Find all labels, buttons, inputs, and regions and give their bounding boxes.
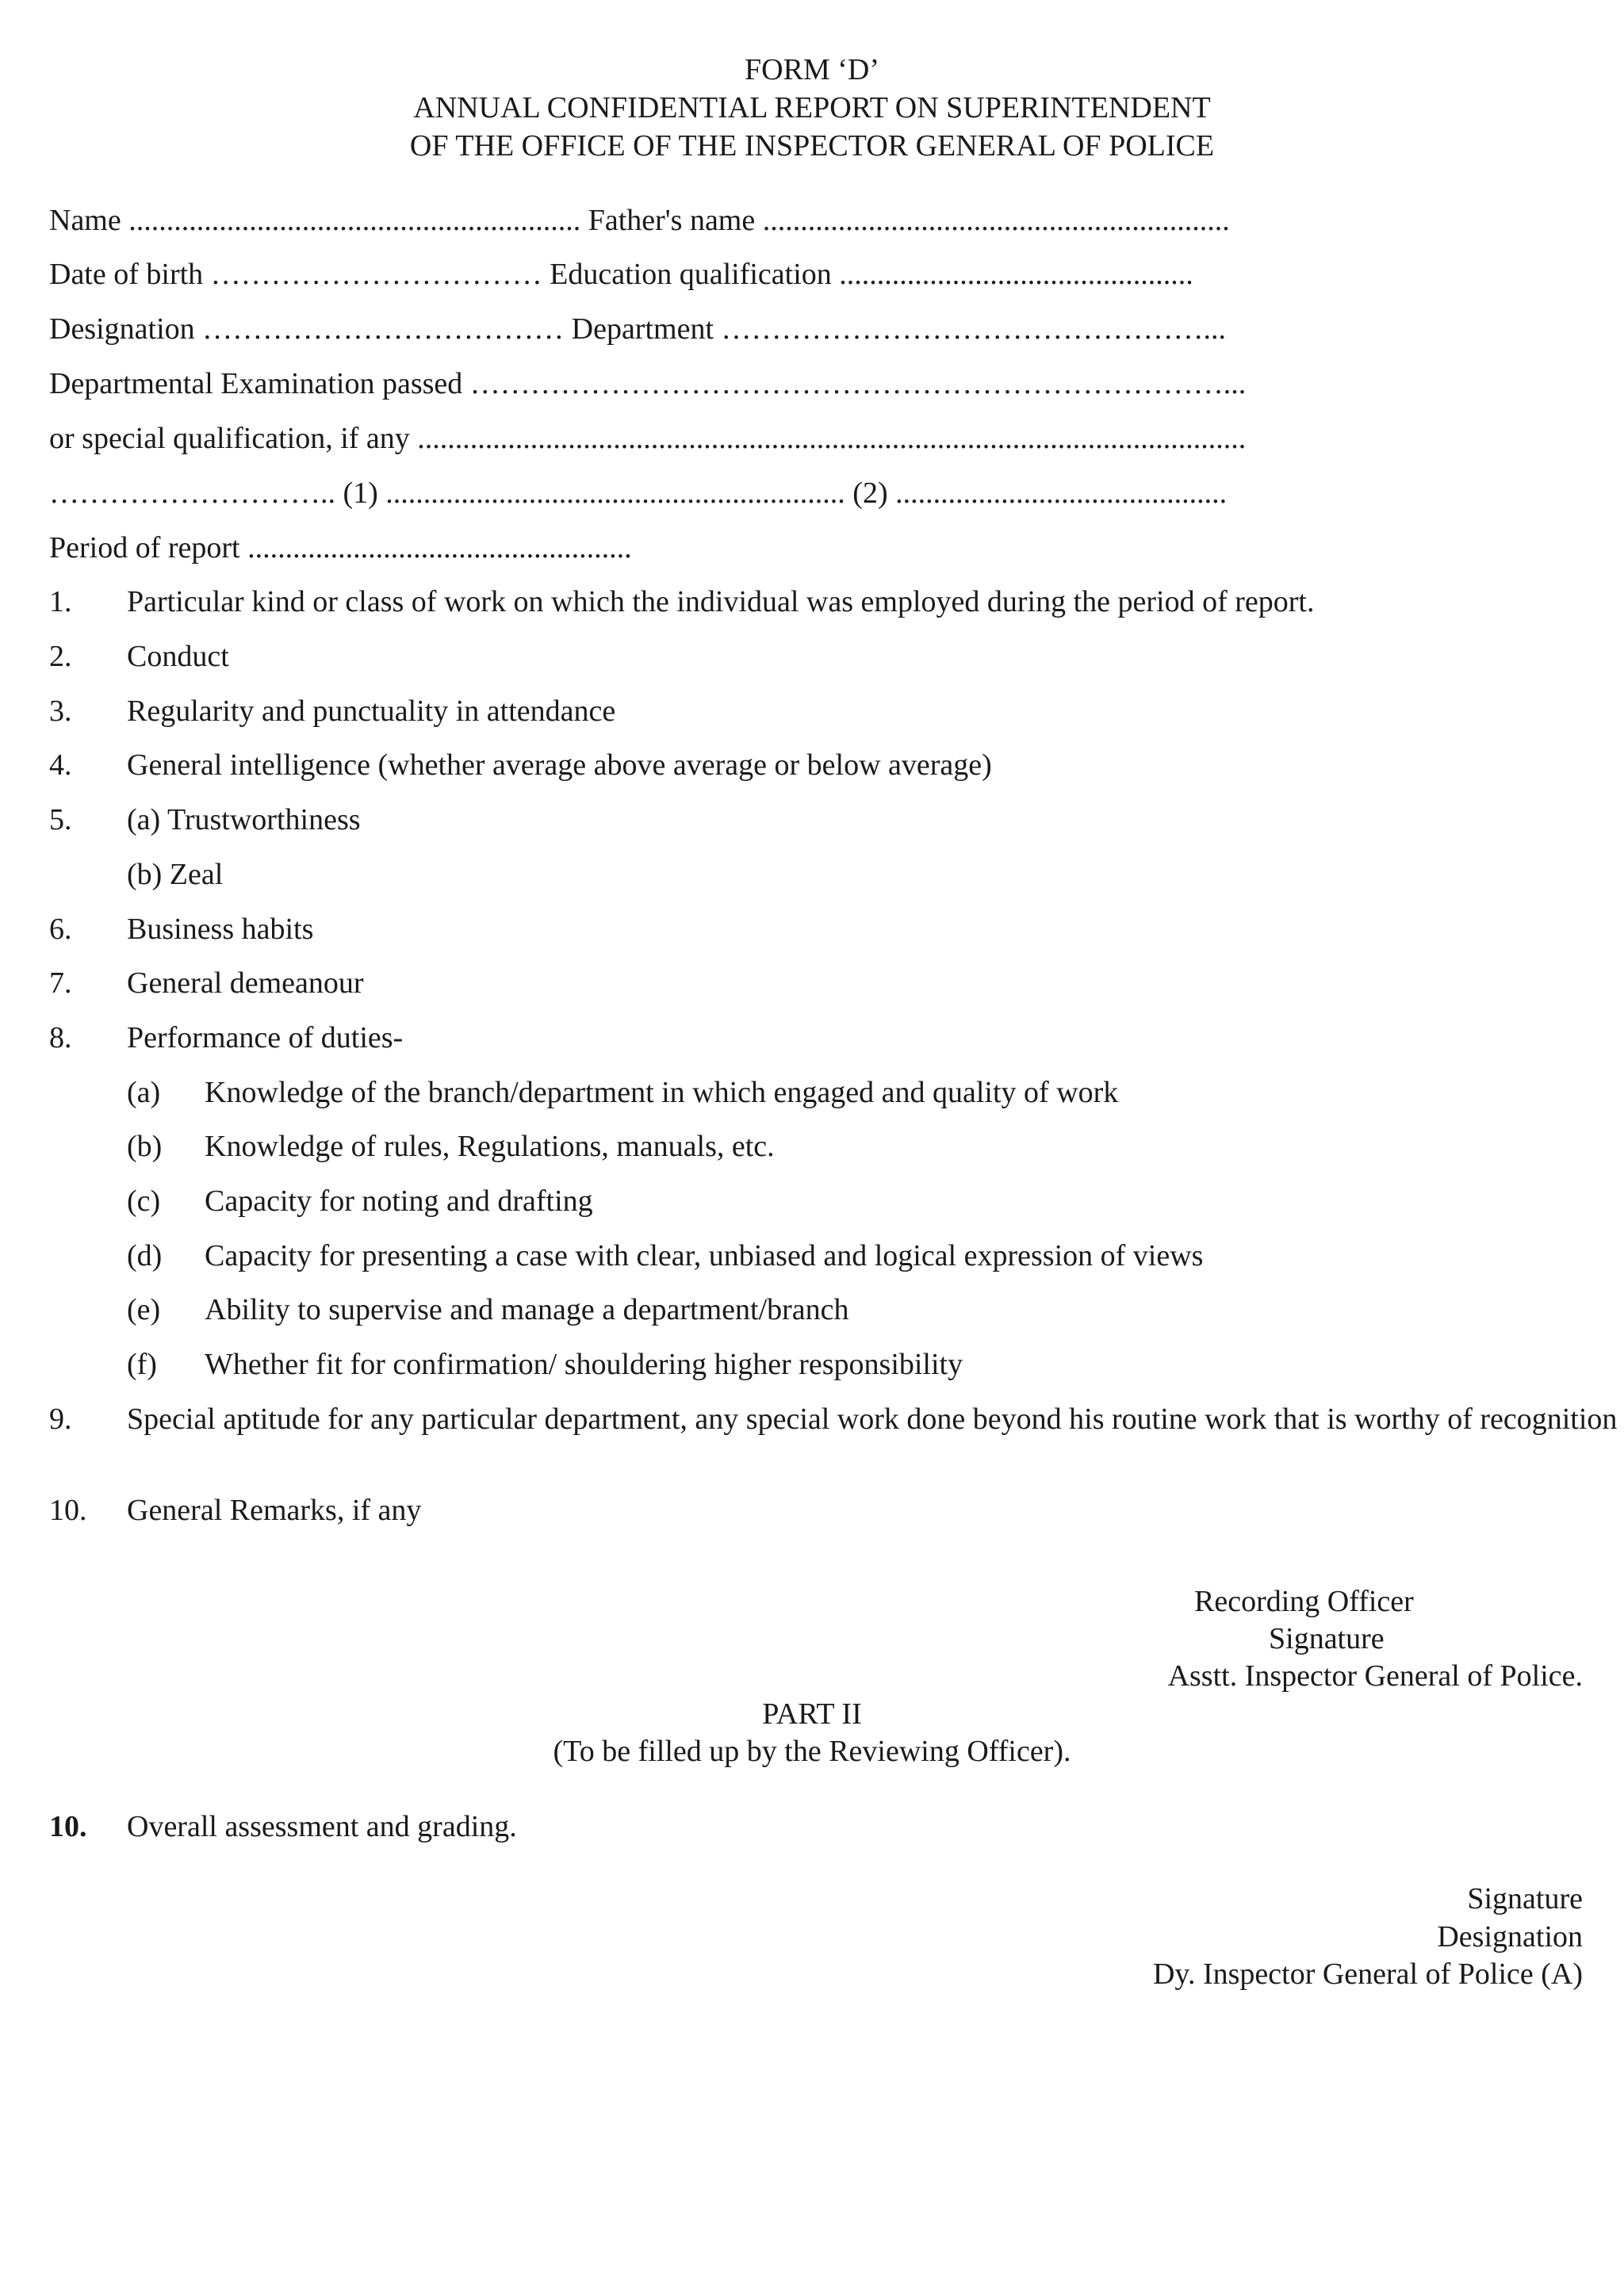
reviewing-officer-title: Dy. Inspector General of Police (A) <box>1152 1957 1583 1991</box>
item-text: General demeanour <box>127 966 364 1000</box>
sub-item-text: Knowledge of the branch/department in which engaged and quality of work <box>205 1076 1119 1109</box>
sub-item-text: Capacity for presenting a case with clear, unbiased and logical expression of views <box>205 1239 1204 1272</box>
dob-education-field[interactable]: Date of birth …………………………… Education qualification ............................................... <box>49 258 1193 291</box>
form-title-line-2: OF THE OFFICE OF THE INSPECTOR GENERAL OF POLICE <box>409 129 1215 163</box>
item-number: 4. <box>49 748 72 782</box>
recording-signature-label: Signature <box>1269 1622 1385 1655</box>
item-text: Regularity and punctuality in attendance <box>127 695 616 728</box>
sub-item-text: Knowledge of rules, Regulations, manuals, etc. <box>205 1130 775 1163</box>
designation-department-field[interactable]: Designation ……………………………… Department …………………………………………... <box>49 312 1227 346</box>
form-header <box>0 51 1624 165</box>
item-number: 9. <box>49 1402 72 1436</box>
period-of-report-field[interactable]: Period of report ................................................... <box>49 531 632 564</box>
sub-item-text: Capacity for noting and drafting <box>205 1184 593 1218</box>
item-text: General intelligence (whether average above average or below average) <box>127 748 992 782</box>
item-number: 2. <box>49 640 72 673</box>
sub-item-label: (c) <box>127 1184 161 1218</box>
item-text: (a) Trustworthiness <box>127 803 361 836</box>
item-text: Particular kind or class of work on which the individual was employed during the period of report. <box>127 585 1315 618</box>
name-father-name-field[interactable]: Name ............................................................ Father's name .............................................................. <box>49 204 1230 237</box>
sub-item-label: (b) <box>127 1130 163 1163</box>
form-title-line-1: ANNUAL CONFIDENTIAL REPORT ON SUPERINTENDENT <box>413 91 1211 124</box>
item-text: Performance of duties- <box>127 1021 404 1054</box>
recording-officer-title: Asstt. Inspector General of Police. <box>1167 1659 1583 1693</box>
item-number: 10. <box>49 1494 87 1527</box>
item-text: General Remarks, if any <box>127 1494 422 1527</box>
item-text: Business habits <box>127 913 314 946</box>
list-item <box>49 1400 1618 1476</box>
special-qualification-field[interactable]: or special qualification, if any .............................................................................................................. <box>49 422 1247 455</box>
sub-item-label: (e) <box>127 1293 161 1326</box>
item-text: Conduct <box>127 640 229 673</box>
reviewing-designation-label: Designation <box>1437 1920 1583 1954</box>
item-text: Overall assessment and grading. <box>127 1810 517 1843</box>
part-two-title: PART II <box>762 1697 862 1731</box>
sub-item-text: Ability to supervise and manage a department/branch <box>205 1293 849 1326</box>
reviewing-signature-label: Signature <box>1467 1882 1583 1915</box>
item-number: 1. <box>49 585 72 618</box>
form-label: FORM ‘D’ <box>745 53 879 86</box>
item-text: (b) Zeal <box>127 858 224 891</box>
item-number: 8. <box>49 1021 72 1054</box>
sub-item-text: Whether fit for confirmation/ shouldering higher responsibility <box>205 1348 963 1381</box>
item-number: 6. <box>49 913 72 946</box>
sub-item-label: (a) <box>127 1076 161 1109</box>
recording-officer-label: Recording Officer <box>1194 1585 1414 1618</box>
departmental-exam-field[interactable]: Departmental Examination passed …………………………………………………………………... <box>49 367 1247 400</box>
item-text: Special aptitude for any particular department, any special work done beyond his routine work that is worthy of recognition <box>127 1402 1618 1436</box>
numbered-qualification-field[interactable]: ……………………….. (1) ............................................................. (2) ............................................ <box>49 476 1228 510</box>
item-number: 5. <box>49 803 72 836</box>
sub-item-label: (d) <box>127 1239 163 1272</box>
item-number: 10. <box>49 1810 87 1843</box>
item-number: 7. <box>49 966 72 1000</box>
part-two-subtitle: (To be filled up by the Reviewing Officer). <box>553 1735 1071 1768</box>
sub-item-label: (f) <box>127 1348 157 1381</box>
item-number: 3. <box>49 695 72 728</box>
